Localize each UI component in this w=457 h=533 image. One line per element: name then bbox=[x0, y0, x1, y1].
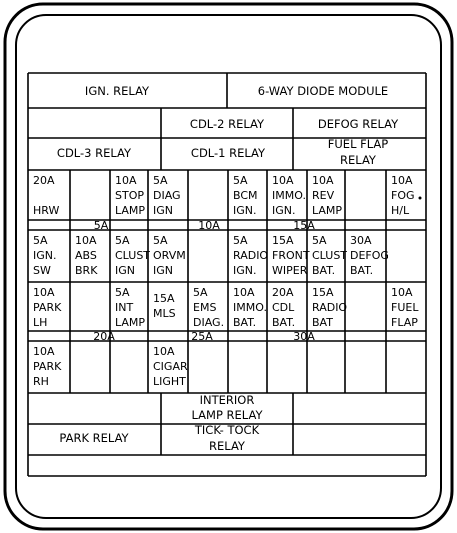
fuse-label: REV bbox=[312, 189, 335, 202]
fuse-label: 5A bbox=[233, 234, 248, 247]
fuse-label: RH bbox=[33, 375, 49, 388]
fuse-label: PARK bbox=[33, 360, 62, 373]
fuse-label: 10A bbox=[312, 174, 334, 187]
fuse-label: BAT. bbox=[233, 316, 257, 329]
fuse-label: IGN bbox=[153, 264, 173, 277]
fuse-label: BRK bbox=[75, 264, 98, 277]
fuse-label: 30A bbox=[350, 234, 372, 247]
fuse-label: MLS bbox=[153, 307, 176, 320]
fuse-label: 10A bbox=[153, 345, 175, 358]
fuse-label: 10A bbox=[75, 234, 97, 247]
fuse-label: FUEL bbox=[391, 301, 419, 314]
park-relay-label: PARK RELAY bbox=[59, 431, 129, 445]
fuse-label: H/L bbox=[391, 204, 410, 217]
fuse-label: SW bbox=[33, 264, 51, 277]
fuse-label: 10A bbox=[391, 286, 413, 299]
tick-tock-relay-label-1: TICK- TOCK bbox=[194, 423, 260, 437]
fuse-label: 15A bbox=[272, 234, 294, 247]
fuse-label: BCM bbox=[233, 189, 258, 202]
fuse-label: 10A bbox=[33, 286, 55, 299]
fuse-label: IGN. bbox=[33, 249, 57, 262]
fuse-label: BAT. bbox=[312, 264, 336, 277]
fuse-label: IGN bbox=[153, 204, 173, 217]
amperage-strip-label: 20A bbox=[93, 330, 115, 343]
fuse-label: BAT. bbox=[272, 316, 296, 329]
fuse-label: LIGHT bbox=[153, 375, 186, 388]
fuse-label: DEFOG bbox=[350, 249, 389, 262]
cdl2-relay-label: CDL-2 RELAY bbox=[189, 117, 265, 131]
fuse-label: WIPER bbox=[272, 264, 308, 277]
fuse-label: 5A bbox=[33, 234, 48, 247]
fuse-label: IGN. bbox=[233, 264, 257, 277]
fuse-label: IGN bbox=[115, 264, 135, 277]
fuse-label: 20A bbox=[272, 286, 294, 299]
fuse-label: LAMP bbox=[115, 316, 146, 329]
fuse-label: CLUST bbox=[312, 249, 348, 262]
fog-marker bbox=[419, 197, 422, 200]
fuse-label: PARK bbox=[33, 301, 62, 314]
fuse-label: 10A bbox=[33, 345, 55, 358]
fuse-label: INT bbox=[115, 301, 134, 314]
amperage-strip-label: 15A bbox=[293, 219, 315, 232]
fuse-label: LAMP bbox=[115, 204, 146, 217]
interior-lamp-relay-label-2: LAMP RELAY bbox=[191, 408, 263, 422]
fuse-label: HRW bbox=[33, 204, 60, 217]
fuse-label: BAT bbox=[312, 316, 333, 329]
fuse-label: 5A bbox=[193, 286, 208, 299]
defog-relay-label: DEFOG RELAY bbox=[317, 117, 399, 131]
fuse-label: DIAG. bbox=[193, 316, 225, 329]
fuse-label: RADIO bbox=[233, 249, 269, 262]
fuse-label: 10A bbox=[391, 174, 413, 187]
amperage-strip-label: 10A bbox=[198, 219, 220, 232]
fuse-label: IGN. bbox=[272, 204, 296, 217]
cdl3-relay-label: CDL-3 RELAY bbox=[56, 146, 132, 160]
fuse-label: FLAP bbox=[391, 316, 418, 329]
fuse-label: ORVM bbox=[153, 249, 186, 262]
fuse-label: 20A bbox=[33, 174, 55, 187]
tick-tock-relay-label-2: RELAY bbox=[209, 439, 245, 453]
fuse-label: 5A bbox=[115, 286, 130, 299]
fuse-label: ABS bbox=[75, 249, 97, 262]
fuel-flap-relay-label-1: FUEL FLAP bbox=[327, 137, 389, 151]
fuse-label: 5A bbox=[115, 234, 130, 247]
fuse-label: IMMO. bbox=[272, 189, 306, 202]
fuse-label: 10A bbox=[115, 174, 137, 187]
fuse-label: STOP bbox=[115, 189, 144, 202]
amperage-strip-label: 25A bbox=[191, 330, 213, 343]
fuse-label: 5A bbox=[153, 234, 168, 247]
fuse-label: LAMP bbox=[312, 204, 343, 217]
fuse-label: 10A bbox=[233, 286, 255, 299]
cdl1-relay-label: CDL-1 RELAY bbox=[190, 146, 266, 160]
fuse-label: LH bbox=[33, 316, 48, 329]
fuse-label: DIAG bbox=[153, 189, 181, 202]
fuse-label: CIGAR bbox=[153, 360, 188, 373]
fuse-label: RADIO bbox=[312, 301, 348, 314]
fuse-label: EMS bbox=[193, 301, 217, 314]
fuel-flap-relay-label-2: RELAY bbox=[340, 153, 376, 167]
fuse-label: IMMO. bbox=[233, 301, 267, 314]
fuse-label: 5A bbox=[233, 174, 248, 187]
interior-lamp-relay-label-1: INTERIOR bbox=[199, 393, 255, 407]
amperage-strip-label: 5A bbox=[93, 219, 109, 232]
ign-relay-label: IGN. RELAY bbox=[84, 84, 150, 98]
fuse-label: FOG bbox=[391, 189, 415, 202]
amperage-strip-label: 30A bbox=[293, 330, 315, 343]
fuse-label: 15A bbox=[153, 292, 175, 305]
fuse-label: 10A bbox=[272, 174, 294, 187]
fuse-label: CDL bbox=[272, 301, 295, 314]
fuse-label: 5A bbox=[153, 174, 168, 187]
fuse-label: 5A bbox=[312, 234, 327, 247]
fuse-labels bbox=[33, 174, 419, 388]
fuse-label: IGN. bbox=[233, 204, 257, 217]
fuse-label: 15A bbox=[312, 286, 334, 299]
fuse-label: CLUST bbox=[115, 249, 151, 262]
fuse-label: FRONT bbox=[272, 249, 310, 262]
diode-module-label: 6-WAY DIODE MODULE bbox=[257, 84, 389, 98]
fuse-label: BAT. bbox=[350, 264, 374, 277]
